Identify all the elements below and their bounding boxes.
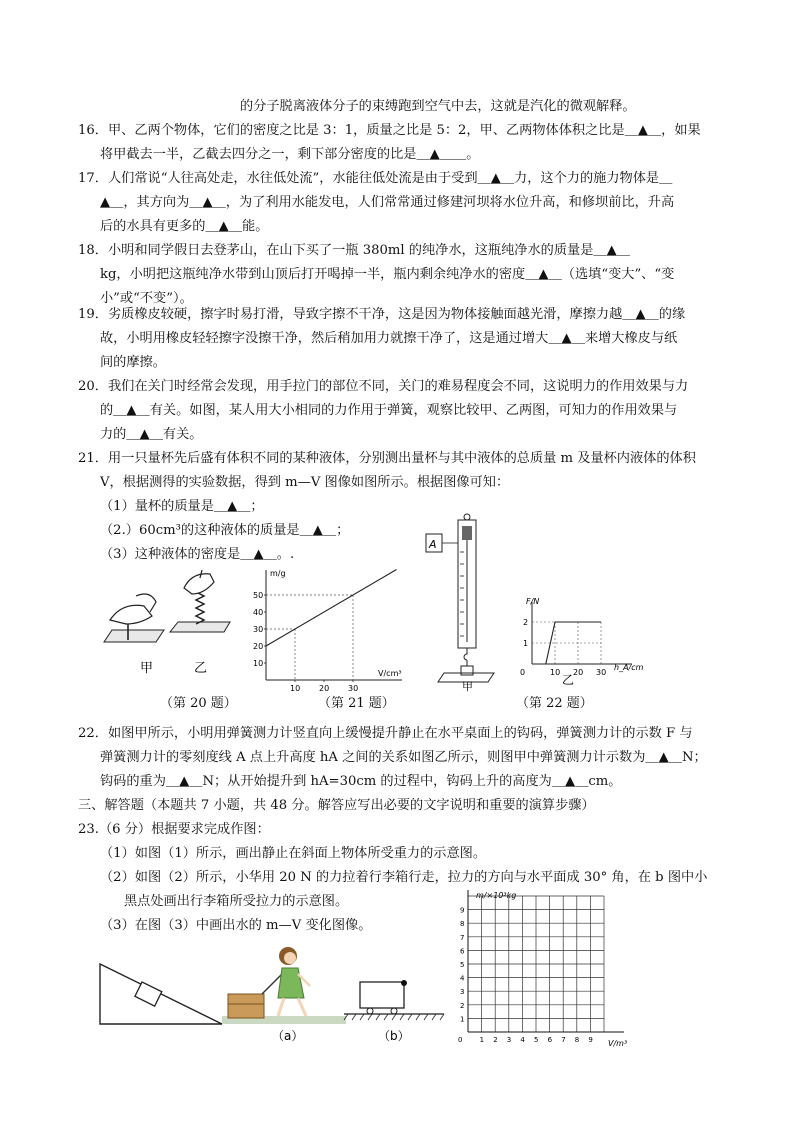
fig22-yi-label: 乙 [562, 673, 575, 687]
q21-sub1: （1）量杯的质量是＿▲＿； [100, 499, 264, 514]
fig23-ytick: 3 [460, 988, 465, 997]
q22-line1: 22．如图甲所示，小明用弹簧测力计竖直向上缓慢提升静止在水平桌面上的钩码，弹簧测力计的示数 F 与 [78, 726, 693, 741]
q17-line1: 17．人们常说“人往高处走，水往低处流”，水能往低处流是由于受到＿▲＿力，这个力的施力物体是＿ [78, 171, 673, 186]
fig21-ytick: 30 [253, 625, 264, 634]
fig22-xtick: 0 [520, 668, 526, 677]
fig23-b-label: （b） [378, 1029, 410, 1043]
fig23-incline [96, 958, 226, 1030]
q16-line2: 将甲截去一半，乙截去四分之一，剩下部分密度的比是＿▲＿＿。 [100, 147, 480, 162]
fig22-ytick: 1 [523, 639, 529, 648]
fig20-caption: （第 20 题） [160, 696, 237, 711]
fig22-xtick: 20 [573, 668, 584, 677]
fig21-ytick: 50 [253, 591, 264, 600]
fig21-xtick: 10 [290, 684, 301, 693]
q18-line1: 18．小明和同学假日去登茅山，在山下买了一瓶 380ml 的纯净水，这瓶纯净水的质量是＿▲＿ [78, 243, 630, 258]
q21-sub2: （2.）60cm³的这种液体的质量是＿▲＿； [100, 523, 350, 538]
fig23-xtick: 5 [534, 1036, 539, 1044]
fig23-ytick: 1 [460, 1015, 465, 1024]
q17-line3: 后的水具有更多的＿▲＿能。 [100, 219, 269, 234]
section3-title: 三、解答题（本题共 7 小题，共 48 分。解答应写出必要的文字说明和重要的演算步骤） [78, 798, 595, 813]
fig23-ytick: 9 [460, 906, 465, 915]
fig23-xtick: 3 [506, 1036, 512, 1044]
fig23-ytick: 7 [460, 933, 465, 942]
fig21-xlabel: V/cm³ [378, 669, 402, 678]
fig21-ylabel: m/g [270, 569, 286, 578]
fig23-xtick: 7 [561, 1036, 566, 1044]
fig21-xtick: 20 [319, 684, 330, 693]
fig21-xtick: 30 [348, 684, 359, 693]
continued-text: 的分子脱离液体分子的束缚跑到空气中去，这就是汽化的微观解释。 [240, 99, 636, 114]
fig23-xtick: 1 [479, 1036, 485, 1044]
fig23-box-ground [340, 974, 450, 1046]
q21-line2: V，根据测得的实验数据，得到 m—V 图像如图所示。根据图像可知： [100, 475, 510, 490]
q23-sub1: （1）如图（1）所示，画出静止在斜面上物体所受重力的示意图。 [100, 846, 487, 861]
q23-line1: 23.（6 分）根据要求完成作图： [78, 822, 270, 837]
fig22-caption: （第 22 题） [516, 696, 593, 711]
fig23-ytick: 6 [460, 947, 465, 956]
fig23-girl-suitcase [222, 944, 346, 1048]
fig20-springs [100, 572, 240, 680]
fig23-ylabel: m/×10³kg [476, 891, 517, 900]
fig22-point-a: A [429, 538, 437, 551]
fig22-fh-chart [506, 592, 644, 688]
fig23-xtick: 4 [520, 1036, 525, 1044]
fig22-xtick: 10 [550, 668, 561, 677]
q20-line2: 的＿▲＿有关。如图，某人用大小相同的力作用于弹簧，观察比较甲、乙两图，可知力的作用效果与 [100, 403, 678, 418]
fig23-ytick: 4 [460, 974, 465, 983]
fig22-spring-scale [424, 512, 500, 693]
q18-line2: kg，小明把这瓶纯净水带到山顶后打开喝掉一半，瓶内剩余纯净水的密度＿▲＿（选填“变大”、“变 [100, 267, 675, 282]
fig23-xtick: 6 [547, 1036, 553, 1044]
fig21-caption: （第 21 题） [318, 696, 395, 711]
q17-line2: ▲＿，其方向为＿▲＿，为了利用水能发电，人们常常通过修建河坝将水位升高，和修坝前比，升高 [100, 195, 675, 210]
fig23-ytick: 8 [460, 920, 465, 929]
fig23-mv-grid [456, 886, 646, 1050]
q19-line3: 间的摩擦。 [100, 355, 166, 370]
fig21-ytick: 10 [253, 659, 264, 668]
q21-line1: 21．用一只量杯先后盛有体积不同的某种液体，分别测出量杯与其中液体的总质量 m 及量杯内液体的体积 [78, 451, 696, 466]
fig23-xlabel: V/m³ [608, 1039, 628, 1048]
fig22-xtick: 30 [596, 668, 607, 677]
fig22-data-line [532, 622, 601, 664]
q23-sub3: （3）在图（3）中画出水的 m—V 变化图像。 [100, 918, 372, 933]
fig22-xlabel: h_A/cm [614, 663, 644, 672]
q22-line2: 弹簧测力计的零刻度线 A 点上升高度 hA 之间的关系如图乙所示，则图甲中弹簧测力计示数为＿▲＿N； [100, 750, 707, 765]
fig21-data-line [266, 570, 397, 647]
q21-sub3: （3）这种液体的密度是＿▲＿。. [100, 547, 295, 562]
fig22-jia-label: 甲 [462, 680, 473, 693]
fig23-ytick: 2 [460, 1001, 465, 1010]
fig23-xtick: 9 [588, 1036, 593, 1044]
q19-line1: 19．劣质橡皮较硬，擦字时易打滑，导致字擦不干净，这是因为物体接触面越光滑，摩擦力越＿▲＿的缘 [78, 307, 686, 322]
fig23-xtick: 8 [574, 1036, 580, 1044]
fig23-ytick: 5 [460, 961, 465, 969]
fig21-mv-chart [250, 566, 410, 693]
fig22-ylabel: F/N [526, 597, 540, 606]
q16-line1: 16．甲、乙两个物体，它们的密度之比是 3：1，质量之比是 5：2，甲、乙两物体体积之比是＿▲＿，如果 [78, 123, 701, 138]
fig22-ytick: 2 [523, 618, 529, 627]
fig20-jia-label: 甲 [140, 661, 154, 676]
fig21-ytick: 40 [253, 608, 264, 617]
fig20-yi-label: 乙 [194, 661, 208, 676]
fig23-black-dot [401, 980, 407, 986]
fig23-xtick: 0 [458, 1036, 463, 1044]
q23-sub2b: 黑点处画出行李箱所受拉力的示意图。 [124, 894, 349, 909]
q20-line3: 力的＿▲＿有关。 [100, 427, 203, 442]
fig23-xtick: 2 [493, 1036, 498, 1044]
q19-line2: 故，小明用橡皮轻轻擦字没擦干净，然后稍加用力就擦干净了，这是通过增大＿▲＿来增大橡皮与纸 [100, 331, 678, 346]
q23-sub2a: （2）如图（2）所示，小华用 20 N 的力拉着行李箱行走，拉力的方向与水平面成 30° 角，在 b 图中小 [100, 870, 708, 885]
fig23-a-label: （a） [272, 1029, 304, 1043]
fig21-ytick: 20 [253, 642, 264, 651]
q18-line3: 小”或“不变”）。 [100, 291, 193, 306]
q20-line1: 20．我们在关门时经常会发现，用手拉门的部位不同，关门的难易程度会不同，这说明力的作用效果与力 [78, 379, 689, 394]
q22-line3: 钩码的重为＿▲＿N；从开始提升到 hA=30cm 的过程中，钩码上升的高度为＿▲＿cm。 [100, 774, 622, 789]
